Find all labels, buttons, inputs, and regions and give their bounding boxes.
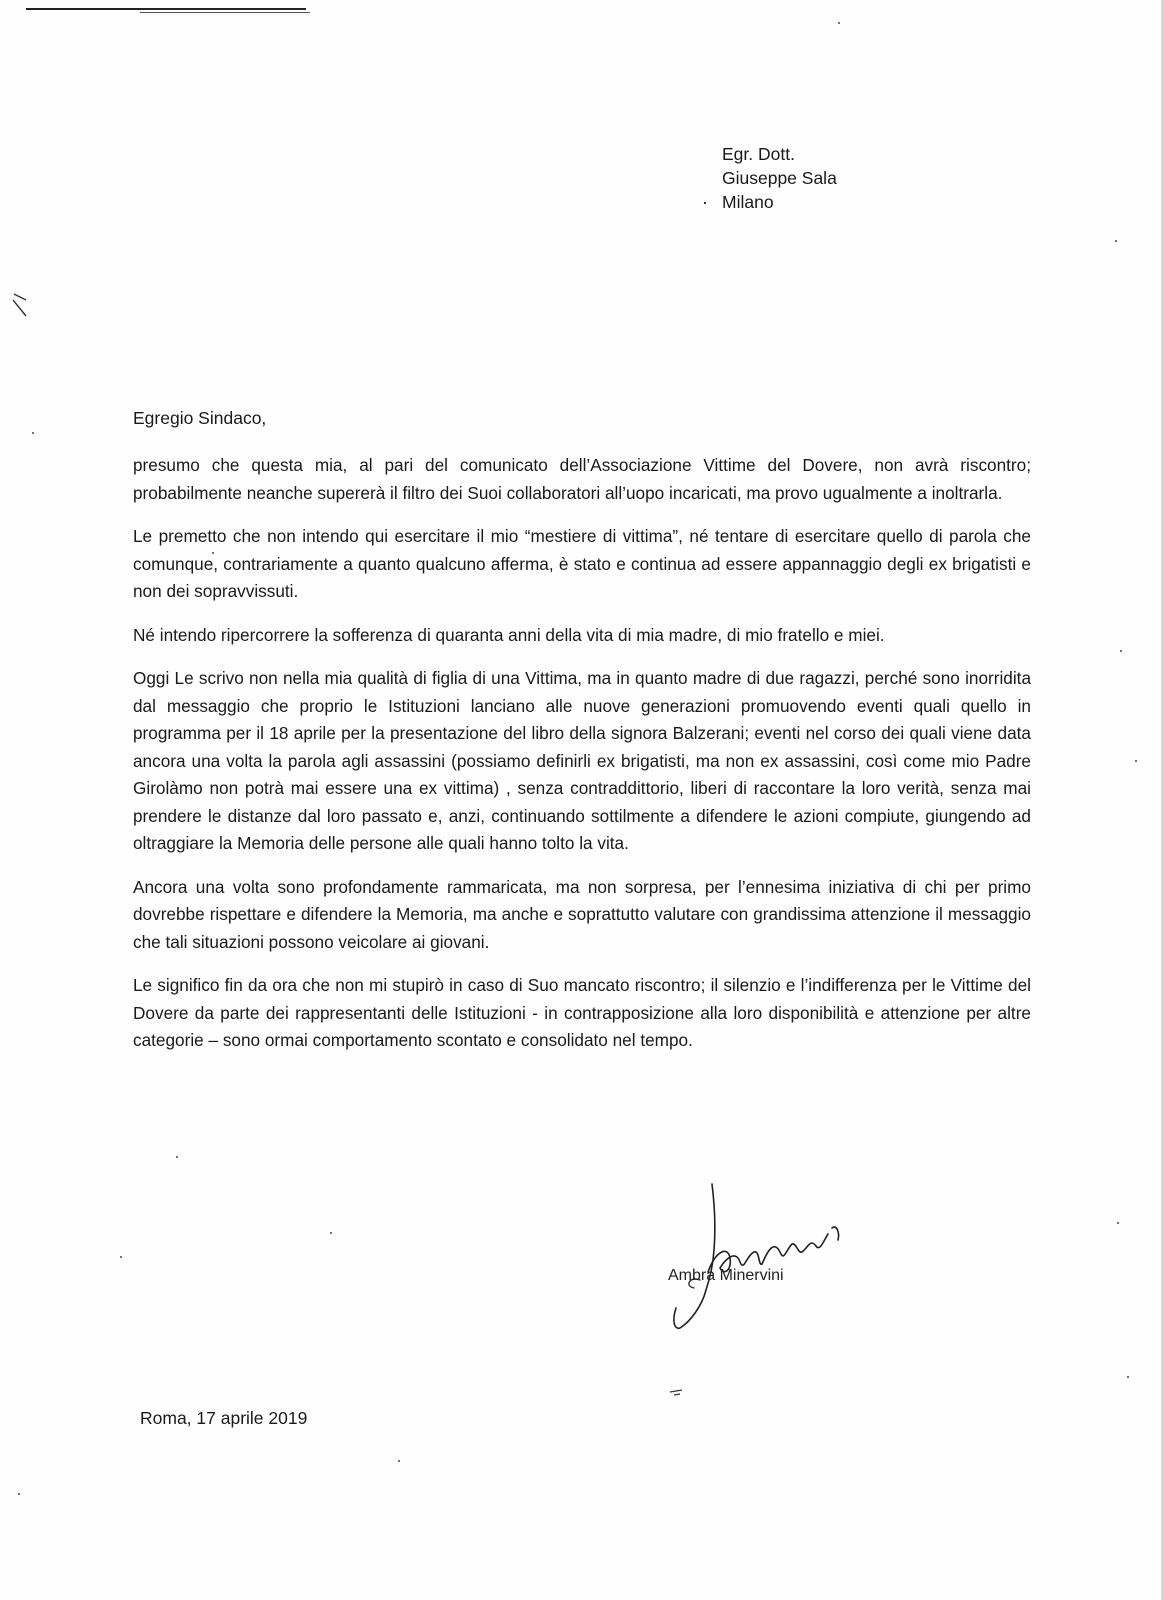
paragraph: Ancora una volta sono profondamente rammaricata, ma non sorpresa, per l’ennesima iniziativa di chi per primo dovrebbe rispettare e difendere la Memoria, ma anche e soprattutto valutare con grandissima attenzione il messaggio che tali situazioni possono veicolare ai giovani. bbox=[133, 876, 1031, 952]
addressee-name: Giuseppe Sala bbox=[722, 168, 837, 188]
scan-speck bbox=[838, 22, 840, 24]
paragraph: Oggi Le scrivo non nella mia qualità di figlia di una Vittima, ma in quanto madre di due ragazzi, perché sono inorridita dal messaggio che proprio le Istituzioni lanciano alle nuove generazioni promuovendo eventi quali quello in programma per il 18 aprile per la presentazione del libro della signora Balzerani; eventi nel corso dei quali viene data ancora una volta la parola agli assassini (possiamo definirli ex brigatisti, ma non ex assassini, così come mio Padre Girolàmo non potrà mai essere una ex vittima) , senza contraddittorio, liberi di raccontare la loro verità, senza mai prendere le distanze dal loro passato e, anzi, continuando sottilmente a difendere le azioni compiute, giungendo ad oltraggiare la Memoria delle persone alle quali hanno tolto la vita. bbox=[133, 668, 1031, 853]
scan-speck bbox=[1135, 760, 1137, 762]
addressee-block bbox=[722, 142, 837, 214]
signature-name: Ambra Minervini bbox=[668, 1267, 784, 1284]
scan-speck bbox=[398, 1460, 400, 1462]
scan-speck bbox=[330, 1232, 332, 1234]
scan-artifact-line bbox=[140, 12, 310, 13]
paragraph: presumo che questa mia, al pari del comunicato dell’Associazione Vittime del Dovere, non avrà riscontro; probabilmente neanche supererà il filtro dei Suoi collaboratori all’uopo incaricati, ma provo ugualmente a inoltrarla. bbox=[133, 455, 1031, 503]
handwritten-signature bbox=[660, 1180, 860, 1340]
scan-speck bbox=[1127, 1376, 1129, 1378]
letter-body bbox=[133, 452, 1031, 1071]
scan-speck bbox=[1115, 240, 1117, 242]
scan-artifact-line bbox=[26, 8, 306, 10]
scan-speck bbox=[18, 1493, 20, 1495]
scan-speck bbox=[120, 1256, 122, 1258]
scan-speck bbox=[1117, 1222, 1119, 1224]
scan-mark bbox=[668, 1386, 688, 1398]
addressee-title: Egr. Dott. bbox=[722, 144, 795, 164]
paragraph: Né intendo ripercorrere la sofferenza di quaranta anni della vita di mia madre, di mio fratello e miei. bbox=[133, 624, 885, 645]
letter-date: Roma, 17 aprile 2019 bbox=[140, 1408, 308, 1428]
scan-speck bbox=[1120, 650, 1122, 652]
signature-block bbox=[660, 1180, 860, 1340]
addressee-city: Milano bbox=[722, 192, 774, 212]
scan-speck bbox=[704, 202, 706, 204]
paragraph: Le significo fin da ora che non mi stupirò in caso di Suo mancato riscontro; il silenzio e l’indifferenza per le Vittime del Dovere da parte dei rappresentanti delle Istituzioni - in contrapposizione alla loro disponibilità e attenzione per altre categorie – sono ormai comportamento scontato e consolidato nel tempo. bbox=[133, 975, 1031, 1050]
scan-speck bbox=[32, 432, 34, 434]
paragraph: Le premetto che non intendo qui esercitare il mio “mestiere di vittima”, né tentare di esercitare quello di parola che comunque, contrariamente a quanto qualcuno afferma, è stato e continua ad essere appannaggio degli ex brigatisti e non dei sopravvissuti. bbox=[133, 526, 1031, 601]
salutation: Egregio Sindaco, bbox=[133, 408, 267, 428]
scan-speck bbox=[176, 1156, 178, 1158]
margin-mark bbox=[10, 292, 30, 320]
